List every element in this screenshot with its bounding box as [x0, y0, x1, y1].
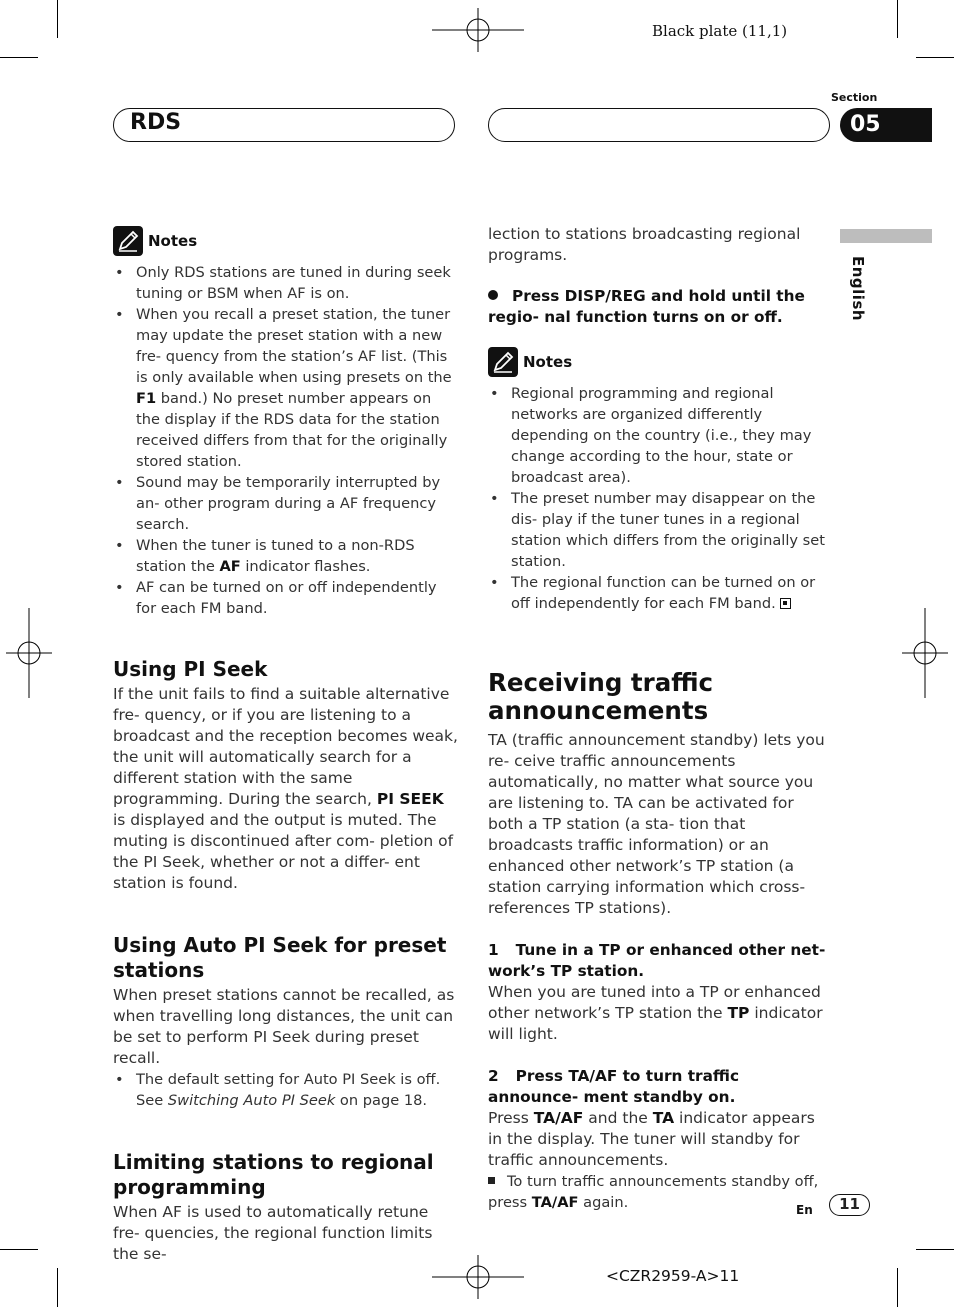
- list-item: • When you recall a preset station, the tuner may update the preset station with a new fre- quency from the station’s AF list. (This is only available when using presets on the F1 band.) No preset number appears on the display if the RDS data for the station received differs from that for the originally stored station.: [113, 304, 458, 472]
- plate-label: Black plate (11,1): [652, 22, 788, 40]
- paragraph: When preset stations cannot be recalled, as when travelling long distances, the unit can be set to perform PI Seek during preset recall.: [113, 986, 455, 1067]
- step-note: To turn traffic announcements standby off, press TA/AF again.: [488, 1173, 819, 1211]
- left-column: [113, 226, 458, 1265]
- crop-mark: [916, 1249, 954, 1250]
- paragraph: TA (traffic announcement standby) lets you re- ceive traffic announcements automatically, no matter what source you are listening to. TA can be activated for both a TP station (a sta- tion that broadcasts traffic information) or an enhanced other network’s TP station (a station carrying information which cross-references TP stations).: [488, 731, 825, 917]
- registration-mark-icon: [902, 608, 948, 698]
- language-label: English: [849, 256, 867, 322]
- crop-mark: [897, 1268, 898, 1307]
- notes-heading: Notes: [488, 347, 833, 377]
- list-item: • The preset number may disappear on the dis- play if the tuner tunes in a regional station which differs from the originally set station.: [488, 488, 833, 572]
- section-heading: Using PI Seek: [113, 657, 268, 681]
- document-code: <CZR2959-A>11: [606, 1267, 740, 1285]
- bullet-list: [113, 1069, 458, 1111]
- paragraph: If the unit fails to find a suitable alternative fre- quency, or if you are listening to a broadcast and the reception becomes weak, the unit will automatically search for a different station with the same programming. During the search, PI SEEK is displayed and the output is muted. The muting is discontinued after com- pletion of the PI Seek, whether or not a differ- ent station is found.: [113, 685, 458, 892]
- step-heading: 2 Press TA/AF to turn traffic announce- ment standby on.: [488, 1067, 740, 1106]
- section-heading: Using Auto PI Seek for preset stations: [113, 933, 447, 982]
- section-heading: Limiting stations to regional programming: [113, 1150, 434, 1199]
- list-item: • Regional programming and regional networks are organized differently depending on the country (i.e., they may change according to the hour, state or broadcast area).: [488, 383, 833, 488]
- notes-pencil-icon: [113, 226, 143, 256]
- chapter-title: RDS: [130, 110, 182, 135]
- registration-mark-icon: [432, 8, 524, 52]
- paragraph: Press TA/AF and the TA indicator appears in the display. The tuner will standby for traffic announcements.: [488, 1109, 815, 1169]
- crop-mark: [0, 57, 38, 58]
- notes-list: [488, 383, 833, 614]
- header-blank-box: [488, 108, 830, 142]
- notes-pencil-icon: [488, 347, 518, 377]
- square-bullet-icon: [488, 1177, 495, 1184]
- crop-mark: [0, 1249, 38, 1250]
- notes-list: [113, 262, 458, 619]
- crop-mark: [57, 0, 58, 38]
- list-item: • When the tuner is tuned to a non-RDS station the AF indicator flashes.: [113, 535, 458, 577]
- paragraph: When AF is used to automatically retune fre- quencies, the regional function limits the se-: [113, 1203, 433, 1263]
- section-label: Section: [831, 91, 878, 104]
- crop-mark: [57, 1268, 58, 1307]
- step-heading: 1 Tune in a TP or enhanced other net- work’s TP station.: [488, 941, 826, 980]
- list-item: • Only RDS stations are tuned in during seek tuning or BSM when AF is on.: [113, 262, 458, 304]
- crop-mark: [897, 0, 898, 38]
- cross-reference: Switching Auto PI Seek: [167, 1092, 336, 1109]
- page-number: 11: [829, 1194, 870, 1216]
- list-item: • Sound may be temporarily interrupted by an- other program during a AF frequency search.: [113, 472, 458, 535]
- instruction: Press DISP/REG and hold until the regio- nal function turns on or off.: [488, 287, 805, 326]
- notes-heading: Notes: [113, 226, 458, 256]
- language-tab: [840, 229, 932, 243]
- end-mark-icon: [780, 598, 791, 609]
- chapter-title-box: [113, 108, 455, 142]
- paragraph: When you are tuned into a TP or enhanced other network’s TP station the TP indicator will light.: [488, 983, 823, 1043]
- language-code: En: [796, 1203, 813, 1217]
- section-number: 05: [840, 108, 932, 142]
- list-item: • The regional function can be turned on or off independently for each FM band.: [488, 572, 833, 614]
- crop-mark: [916, 57, 954, 58]
- section-heading: Receiving traffic announcements: [488, 668, 714, 725]
- list-item: • The default setting for Auto PI Seek is off. See Switching Auto PI Seek on page 18.: [113, 1069, 458, 1111]
- right-column: [488, 224, 833, 1213]
- bullet-dot-icon: [488, 290, 498, 300]
- paragraph: lection to stations broadcasting regional programs.: [488, 225, 801, 264]
- registration-mark-icon: [6, 608, 52, 698]
- list-item: • AF can be turned on or off independently for each FM band.: [113, 577, 458, 619]
